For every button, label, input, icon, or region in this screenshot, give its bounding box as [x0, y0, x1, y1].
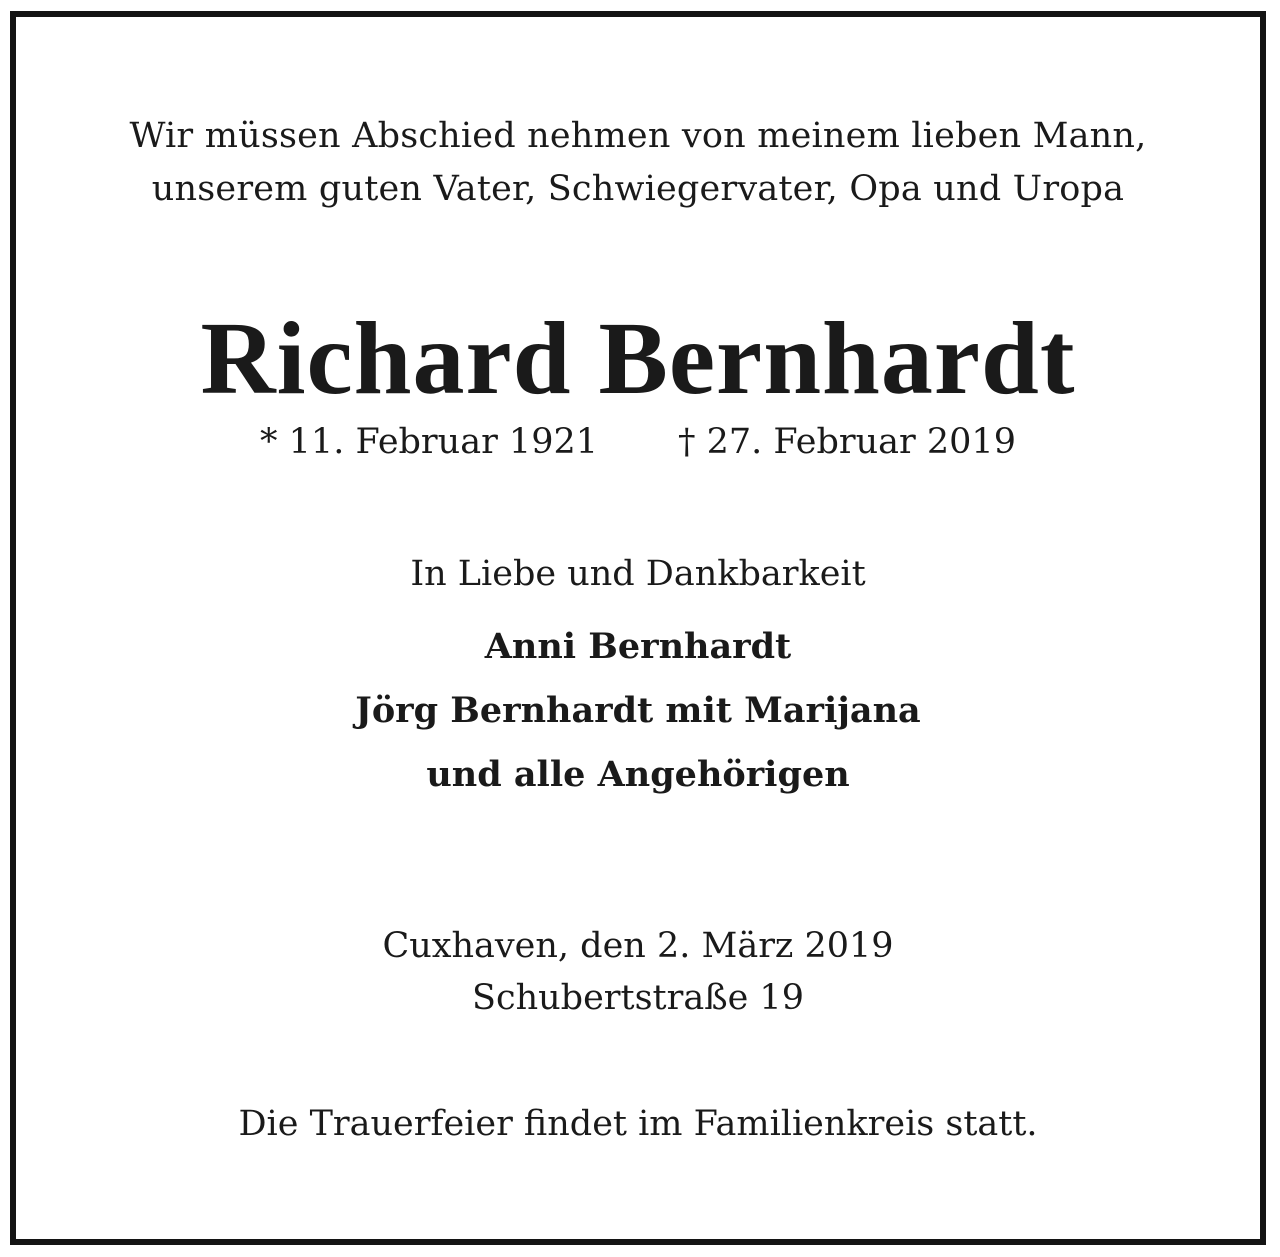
- intro-line-1: Wir müssen Abschied nehmen von meinem lieben Mann,: [129, 116, 1147, 156]
- birth-date: * 11. Februar 1921: [260, 422, 598, 462]
- deceased-name: Richard Bernhardt: [200, 301, 1076, 416]
- intro-line-2: unserem guten Vater, Schwiegervater, Opa und Uropa: [151, 169, 1125, 209]
- obituary-notice: [10, 11, 1266, 1245]
- death-date: † 27. Februar 2019: [678, 422, 1016, 462]
- family-line-3: und alle Angehörigen: [426, 754, 850, 795]
- place-and-date: Cuxhaven, den 2. März 2019: [382, 926, 894, 966]
- family-line-1: Anni Bernhardt: [484, 626, 792, 667]
- life-dates: [16, 422, 1260, 462]
- closing-phrase: In Liebe und Dankbarkeit: [410, 554, 866, 594]
- address: Schubertstraße 19: [472, 978, 804, 1018]
- family-line-2: Jörg Bernhardt mit Marijana: [355, 690, 921, 731]
- ceremony-note: Die Trauerfeier findet im Familienkreis statt.: [238, 1104, 1038, 1144]
